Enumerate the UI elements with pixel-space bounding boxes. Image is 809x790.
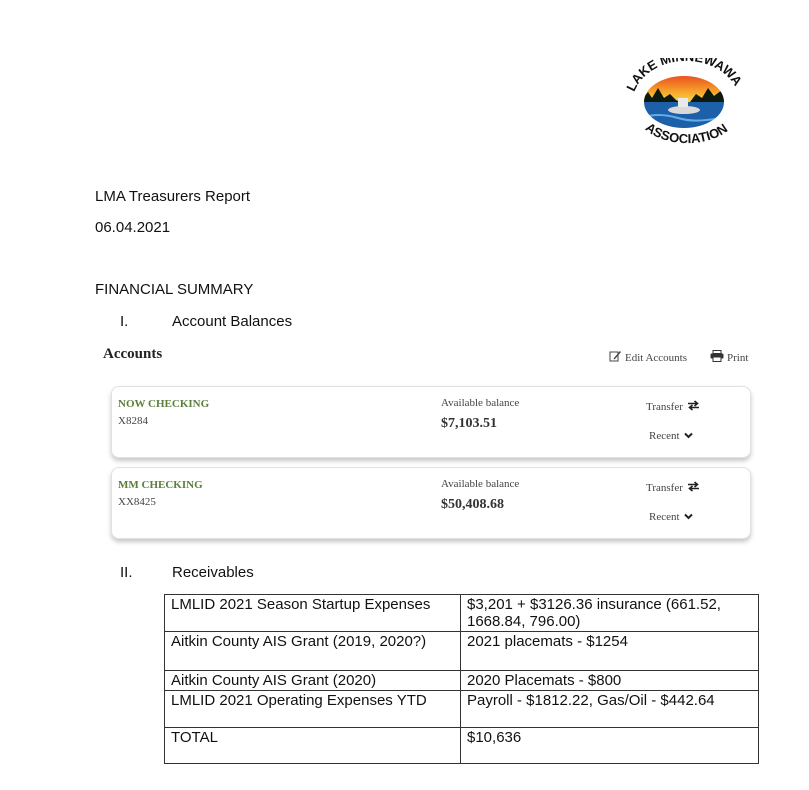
account-card-mm-checking[interactable] xyxy=(111,467,751,539)
account-name[interactable]: NOW CHECKING xyxy=(118,398,210,410)
chevron-down-icon xyxy=(684,511,693,523)
edit-icon xyxy=(609,350,622,365)
chevron-down-icon xyxy=(684,430,693,442)
receivable-item: TOTAL xyxy=(165,728,461,764)
transfer-arrows-icon xyxy=(687,400,700,414)
section-2-title: Receivables xyxy=(172,564,254,581)
section-1-numeral: I. xyxy=(120,313,129,330)
table-row xyxy=(165,728,759,764)
section-1-title: Account Balances xyxy=(172,313,293,330)
receivable-detail: $10,636 xyxy=(461,728,759,764)
report-date: 06.04.2021 xyxy=(95,219,171,236)
transfer-label: Transfer xyxy=(646,482,683,494)
logo-text-top: LAKE M WAWA xyxy=(623,58,746,94)
report-title: LMA Treasurers Report xyxy=(95,188,251,205)
available-balance-value: $7,103.51 xyxy=(441,416,497,431)
table-row xyxy=(165,632,759,671)
printer-icon xyxy=(710,350,724,365)
recent-label: Recent xyxy=(649,511,680,523)
table-row xyxy=(165,671,759,691)
recent-label: Recent xyxy=(649,430,680,442)
receivable-item: LMLID 2021 Operating Expenses YTD xyxy=(165,691,461,728)
edit-accounts-button[interactable] xyxy=(609,350,687,365)
receivables-table xyxy=(164,594,759,764)
logo-text-bottom: ASSOCIATION xyxy=(642,119,731,146)
lake-minnewawa-logo xyxy=(618,58,752,146)
transfer-button[interactable] xyxy=(646,400,700,414)
recent-dropdown[interactable] xyxy=(649,511,693,523)
available-balance-value: $50,408.68 xyxy=(441,497,504,512)
edit-accounts-label: Edit Accounts xyxy=(625,351,688,364)
transfer-label: Transfer xyxy=(646,401,683,413)
accounts-panel-title: Accounts xyxy=(103,346,163,362)
account-name[interactable]: MM CHECKING xyxy=(118,479,203,491)
available-balance-label: Available balance xyxy=(441,397,520,409)
receivable-item: Aitkin County AIS Grant (2019, 2020?) xyxy=(165,632,461,671)
table-row xyxy=(165,595,759,632)
recent-dropdown[interactable] xyxy=(649,430,693,442)
account-number: X8284 xyxy=(118,415,148,427)
receivable-item: LMLID 2021 Season Startup Expenses xyxy=(165,595,461,632)
receivable-detail: 2021 placemats - $1254 xyxy=(461,632,759,671)
account-card-now-checking[interactable] xyxy=(111,386,751,458)
transfer-arrows-icon xyxy=(687,481,700,495)
print-button[interactable] xyxy=(710,350,748,365)
account-number: XX8425 xyxy=(118,496,156,508)
transfer-button[interactable] xyxy=(646,481,700,495)
table-row xyxy=(165,691,759,728)
section-2-numeral: II. xyxy=(120,564,133,581)
available-balance-label: Available balance xyxy=(441,478,520,490)
receivable-item: Aitkin County AIS Grant (2020) xyxy=(165,671,461,691)
print-label: Print xyxy=(727,351,749,364)
receivable-detail: Payroll - $1812.22, Gas/Oil - $442.64 xyxy=(461,691,759,728)
receivable-detail: 2020 Placemats - $800 xyxy=(461,671,759,691)
financial-summary-heading: FINANCIAL SUMMARY xyxy=(95,281,254,298)
receivable-detail: $3,201 + $3126.36 insurance (661.52, 1668.84, 796.00) xyxy=(461,595,759,632)
